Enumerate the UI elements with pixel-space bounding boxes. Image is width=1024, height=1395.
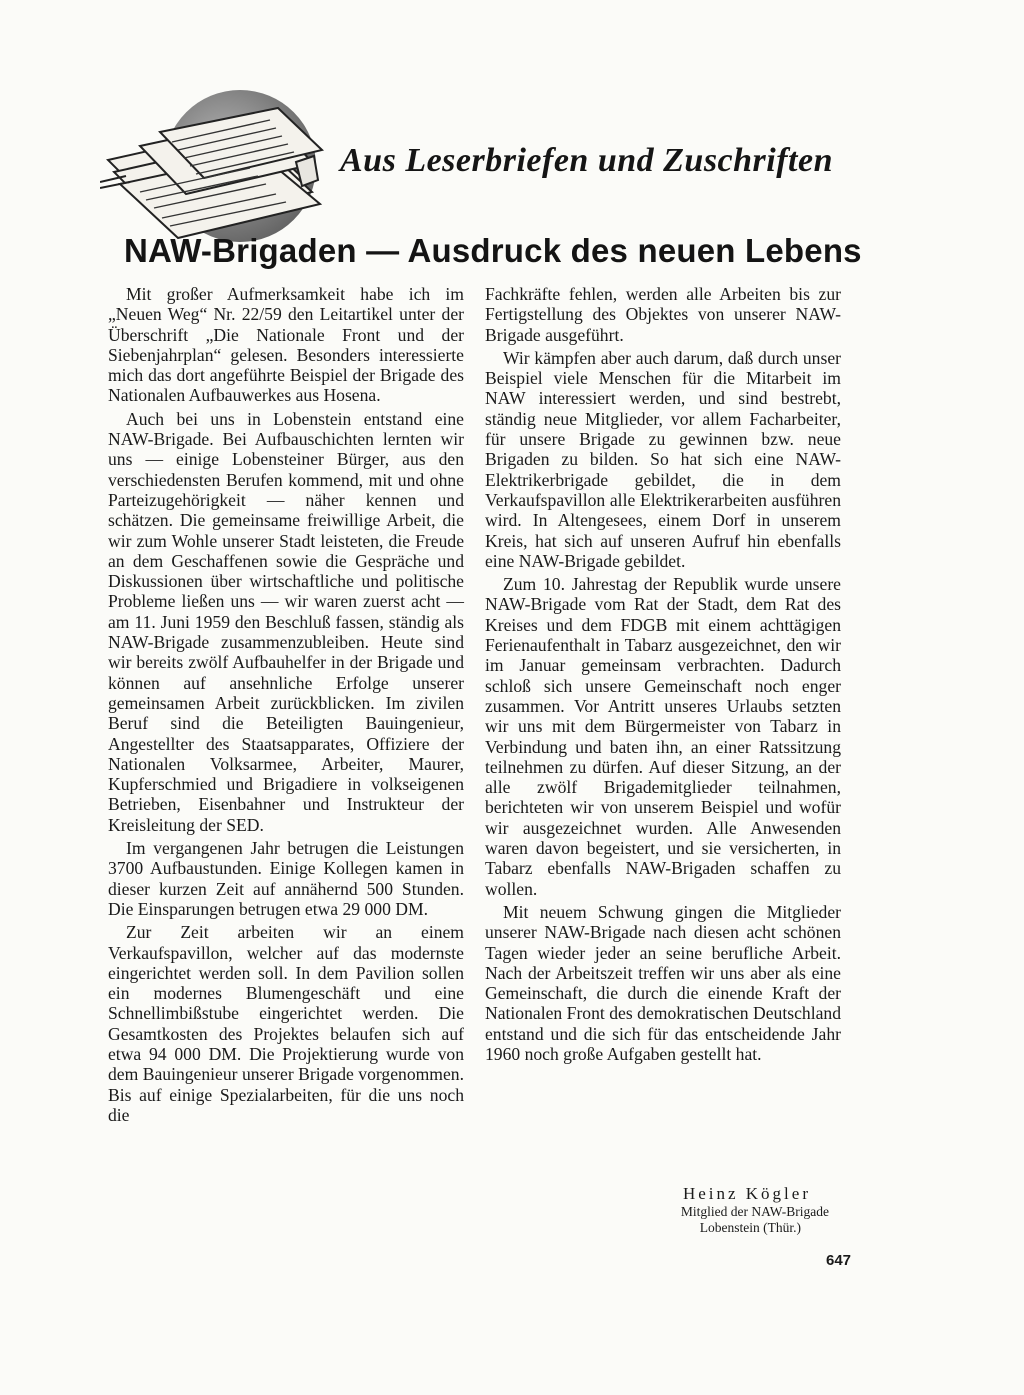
author-name: Heinz Kögler xyxy=(682,1184,811,1203)
paragraph: Fachkräfte fehlen, werden alle Arbeiten bis zur Fertigstellung des Objektes von unserer NAW-Brigade ausgeführt. xyxy=(485,284,841,345)
paragraph: Zum 10. Jahrestag der Republik wurde unsere NAW-Brigade vom Rat der Stadt, dem Rat des Kreises und dem FDGB mit einem achttägigen Ferienaufenthalt in Tabarz ausgezeichnet, den wir im Januar gemeinsam verbrachten. Dadurch schloß sich unsere Gemeinschaft noch enger zusammen. Vor Antritt unseres Urlaubs setzten wir uns mit dem Bürgermeister von Tabarz in Verbindung und baten ihn, an einer Ratssitzung teilnehmen zu dürfen. Auf dieser Sitzung, an der alle zwölf Brigademitglieder teilnahmen, berichteten wir von unserem Beispiel und wofür wir ausgezeichnet wurden. Alle Anwesenden waren davon begeistert, und sie versicherten, in Tabarz ebenfalls NAW-Brigaden schaffen zu wollen. xyxy=(485,574,841,899)
letters-illustration xyxy=(100,88,335,248)
paragraph: Mit neuem Schwung gingen die Mitglieder unserer NAW-Brigade nach diesen acht schönen Tagen wieder jeder an seine berufliche Arbeit. Nach der Arbeitszeit treffen wir uns aber als eine Gemeinschaft, die durch die einende Kraft der Nationalen Front des demokratischen Deutschland entstand und die sich für das entscheidende Jahr 1960 noch große Aufgaben gestellt hat. xyxy=(485,901,841,1064)
paragraph: Auch bei uns in Lobenstein entstand eine NAW-Brigade. Bei Aufbauschichten lernten wir uns — einige Lobensteiner Bürger, aus den verschiedensten Berufen kommend, mit und ohne Parteizugehörigkeit — näher kennen und schätzen. Die gemeinsame freiwillige Arbeit, die wir zum Wohle unserer Stadt leisteten, die Freude an dem Geschaffenen sowie die Gespräche und Diskussionen über wirtschaftliche und politische Probleme ließen uns — wir waren zuerst acht — am 11. Juni 1959 den Beschluß fassen, ständig als NAW-Brigade zusammenzubleiben. Heute sind wir bereits zwölf Aufbauhelfer in der Brigade und können auf ansehnliche Erfolge unserer gemeinsamen Arbeit zurückblicken. Im zivilen Beruf sind die Beteiligten Bauingenieur, Angestellter des Staatsapparates, Offiziere der Nationalen Volksarmee, Arbeiter, Maurer, Kupferschmied und Brigadiere in volkseigenen Betrieben, Eisenbahner und Instrukteur der Kreisleitung der SED. xyxy=(108,408,464,835)
author-affiliation: Mitglied der NAW-Brigade xyxy=(680,1204,829,1219)
paragraph: Im vergangenen Jahr betrugen die Leistungen 3700 Aufbaustunden. Einige Kollegen kamen in dieser kurzen Zeit auf annähernd 500 Stunden. Die Einsparungen betrugen etwa 29 000 DM. xyxy=(108,838,464,919)
article-title: NAW-Brigaden — Ausdruck des neuen Lebens xyxy=(124,232,862,269)
paragraph: Zur Zeit arbeiten wir an einem Verkaufspavillon, welcher auf das modernste eingerichtet werden soll. In dem Pavilion sollen ein modernes Blumengeschäft und eine Schnellimbißstube eingerichtet werden. Die Gesamtkosten des Projektes belaufen sich auf etwa 94 000 DM. Die Projektierung wurde von dem Bauingenieur unserer Brigade vorgenommen. Bis auf einige Spezialarbeiten, für die uns noch die xyxy=(108,922,464,1125)
article-column-right xyxy=(485,284,841,1067)
author-location: Lobenstein (Thür.) xyxy=(699,1220,801,1235)
section-heading: Aus Leserbriefen und Zuschriften xyxy=(340,142,833,179)
page-number: 647 xyxy=(826,1252,852,1269)
paragraph: Mit großer Aufmerksamkeit habe ich im „Neuen Weg“ Nr. 22/59 den Leitartikel unter der Überschrift „Die Nationale Front und der Siebenjahrplan“ gelesen. Besonders interessierte mich das dort angeführte Beispiel der Brigade des Nationalen Aufbauwerkes aus Hosena. xyxy=(108,284,464,406)
paragraph: Wir kämpfen aber auch darum, daß durch unser Beispiel viele Menschen für die Mitarbeit im NAW interessiert werden, und sind bestrebt, ständig neue Mitglieder, vor allem Facharbeiter, für unsere Brigade zu gewinnen bzw. neue Brigaden zu bilden. So hat sich eine NAW-Elektrikerbrigade gebildet, die in dem Verkaufspavillon alle Elektrikerarbeiten ausführen wird. In Altengesees, einem Dorf in unserem Kreis, hat sich auf unseren Aufruf hin ebenfalls eine NAW-Brigade gebildet. xyxy=(485,347,841,571)
article-column-left xyxy=(108,284,464,1128)
author-signature xyxy=(485,1184,841,1236)
